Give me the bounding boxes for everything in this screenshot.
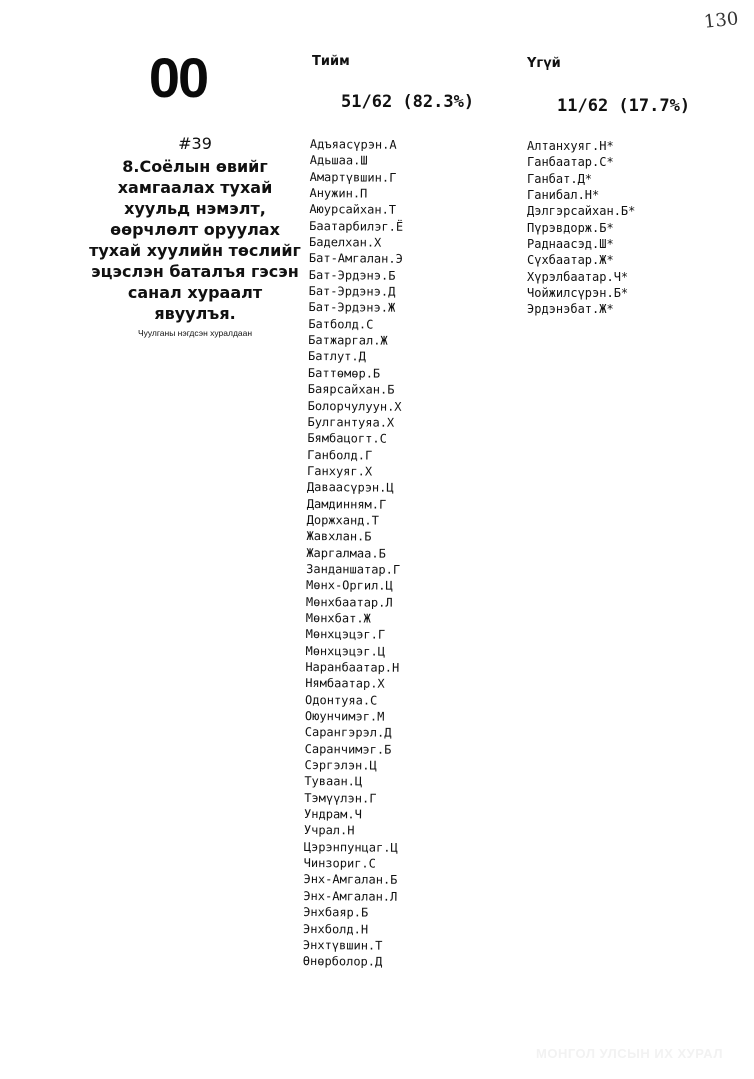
yes-voter-name: Аюурсайхан.Т xyxy=(309,202,397,218)
yes-voter-name: Энхбаяр.Б xyxy=(303,905,369,920)
session-number: 00 xyxy=(148,46,208,109)
no-column-header: Үгүй xyxy=(527,56,561,71)
no-voter-name: Хүрэлбаатар.Ч* xyxy=(527,269,629,284)
yes-voter-name: Өнөрболор.Д xyxy=(302,954,383,969)
no-voter-name: Раднаасэд.Ш* xyxy=(527,237,614,252)
yes-voter-name: Бат-Эрдэнэ.Д xyxy=(308,284,396,299)
no-voter-name: Ганбат.Д* xyxy=(527,171,593,186)
no-voter-name: Эрдэнэбат.Ж* xyxy=(527,302,614,317)
yes-voter-name: Оюунчимэг.М xyxy=(304,709,385,724)
yes-voter-name: Нямбаатар.Х xyxy=(305,676,385,692)
meeting-type: Чуулганы нэгдсэн хуралдаан xyxy=(137,328,253,338)
yes-voter-name: Мөнхбат.Ж xyxy=(305,610,371,626)
yes-voter-name: Жаргалмаа.Б xyxy=(306,545,386,561)
yes-voter-name: Бат-Эрдэнэ.Ж xyxy=(308,300,396,316)
yes-voter-name: Даваасүрэн.Ц xyxy=(306,480,394,495)
yes-voter-name: Бямбацогт.С xyxy=(307,431,387,446)
yes-voter-name: Сарангэрэл.Д xyxy=(304,725,392,741)
yes-voter-name: Цэрэнпунцаг.Ц xyxy=(303,839,398,855)
yes-voter-name: Чинзориг.С xyxy=(303,856,376,871)
yes-voter-name: Батжаргал.Ж xyxy=(308,333,388,348)
yes-voter-name: Адъяасүрэн.А xyxy=(309,136,397,152)
handwritten-page-number: 130 xyxy=(702,8,740,33)
yes-voter-name: Анужин.П xyxy=(309,186,368,201)
yes-voter-name: Ганболд.Г xyxy=(307,447,373,463)
yes-voter-name: Саранчимэг.Б xyxy=(304,741,392,757)
no-voter-name: Дэлгэрсайхан.Б* xyxy=(527,204,636,219)
yes-voter-name: Ундрам.Ч xyxy=(304,807,362,822)
no-voter-name: Алтанхуяг.Н* xyxy=(527,139,614,153)
yes-voter-name: Тэмүүлэн.Г xyxy=(304,790,377,806)
yes-voter-name: Доржханд.Т xyxy=(306,512,379,528)
yes-voter-name: Баделхан.Х xyxy=(309,235,382,250)
no-voter-name: Ганбаатар.С* xyxy=(527,155,614,170)
yes-voter-name: Энх-Амгалан.Б xyxy=(303,872,398,888)
motion-block xyxy=(88,134,302,338)
yes-voter-name: Мөнхцэцэг.Г xyxy=(305,627,386,642)
yes-voter-name: Батболд.С xyxy=(308,316,374,332)
yes-voter-name: Бат-Амгалан.Э xyxy=(308,251,403,267)
yes-voter-name: Дамдинням.Г xyxy=(306,496,387,512)
yes-voter-name: Баатарбилэг.Ё xyxy=(309,218,404,234)
yes-voter-name: Энх-Амгалан.Л xyxy=(303,888,398,904)
yes-voter-name: Баттөмөр.Б xyxy=(307,365,381,381)
yes-vote-total: 51/62 (82.3%) xyxy=(341,92,475,112)
no-voter-name: Чойжилсүрэн.Б* xyxy=(527,286,629,301)
yes-voter-name: Жавхлан.Б xyxy=(306,529,372,544)
yes-voter-name: Батлут.Д xyxy=(308,349,366,364)
yes-voter-name: Мөнхбаатар.Л xyxy=(305,594,393,610)
yes-voter-name: Энхболд.Н xyxy=(303,921,369,937)
yes-voter-name: Мөнхцэцэг.Ц xyxy=(305,643,386,659)
yes-voter-name: Энхтүвшин.Т xyxy=(302,937,383,953)
no-voter-name: Сүхбаатар.Ж* xyxy=(527,253,614,268)
yes-voter-name: Одонтуяа.С xyxy=(305,692,378,708)
yes-voter-name: Болорчулуун.Х xyxy=(307,398,402,414)
yes-voter-name: Учрал.Н xyxy=(303,823,355,838)
no-vote-total: 11/62 (17.7%) xyxy=(557,96,691,116)
motion-text: 8.Соёлын өвийг хамгаалах тухай хуульд нэмэлт, өөрчлөлт оруулах тухай хуулийн төслийг эцэслэн баталъя гэсэн санал хураалт явуулъя. xyxy=(89,157,301,323)
yes-voter-name: Туваан.Ц xyxy=(304,774,363,789)
no-voter-list xyxy=(527,138,635,318)
yes-voter-name: Амартүвшин.Г xyxy=(309,169,397,185)
no-voter-name: Пүрэвдорж.Б* xyxy=(527,220,614,235)
yes-voter-name: Адьшаа.Ш xyxy=(309,153,368,168)
yes-voter-list xyxy=(303,136,404,970)
motion-number: #39 xyxy=(178,134,212,153)
yes-voter-name: Ганхуяг.Х xyxy=(307,463,373,479)
no-voter-name: Ганибал.Н* xyxy=(527,188,600,203)
yes-voter-name: Бат-Эрдэнэ.Б xyxy=(308,267,396,283)
yes-voter-name: Наранбаатар.Н xyxy=(305,659,400,675)
yes-voter-name: Занданшатар.Г xyxy=(306,561,401,577)
yes-voter-name: Сэргэлэн.Ц xyxy=(304,758,377,773)
yes-voter-name: Баярсайхан.Б xyxy=(307,382,395,397)
footer-watermark: МОНГОЛ УЛСЫН ИХ ХУРАЛ xyxy=(536,1046,723,1061)
yes-voter-name: Мөнх-Оргил.Ц xyxy=(306,578,393,594)
yes-voter-name: Булгантуяа.Х xyxy=(307,414,395,430)
yes-column-header: Тийм xyxy=(312,54,350,69)
